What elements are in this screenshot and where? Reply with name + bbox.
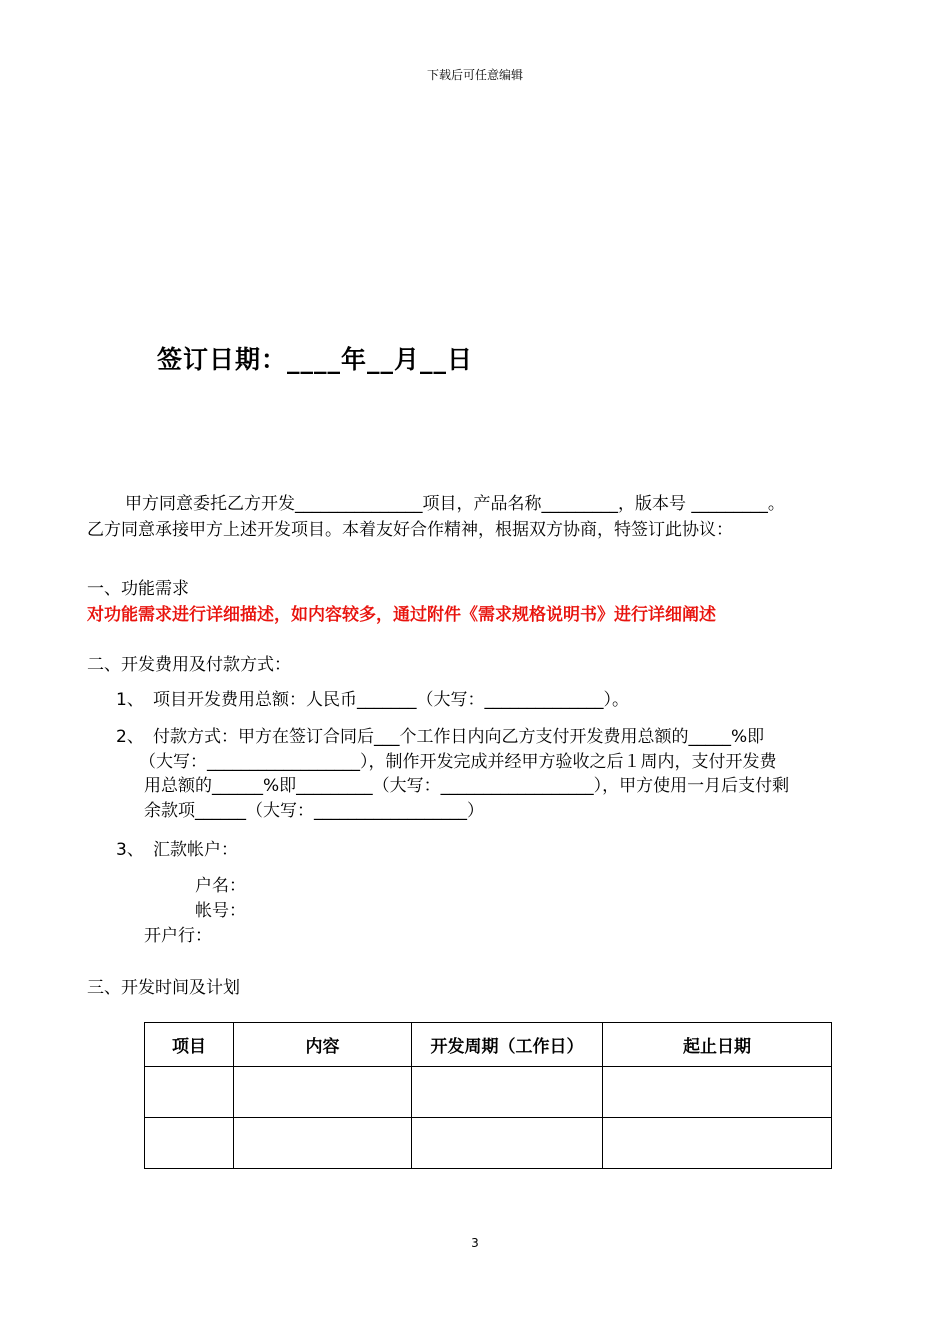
- header-cell-period: 开发周期（工作日）: [412, 1023, 603, 1067]
- header-cell-content: 内容: [234, 1023, 412, 1067]
- item-1-text: 项目开发费用总额：人民币_______（大写：______________）。: [153, 690, 629, 710]
- plan-table: [144, 1022, 832, 1169]
- section-1-title: 一、功能需求: [87, 579, 189, 599]
- table-row: [145, 1067, 832, 1118]
- section-3-title: 三、开发时间及计划: [87, 978, 240, 998]
- table-cell: [145, 1067, 234, 1118]
- table-header-row: [145, 1023, 832, 1067]
- header-cell-item: 项目: [145, 1023, 234, 1067]
- item-2-line-2: （大写：__________________），制作开发完成并经甲方验收之后１周内，支付开发费: [139, 752, 777, 772]
- table-cell: [412, 1118, 603, 1169]
- section-2-title: 二、开发费用及付款方式：: [87, 655, 291, 675]
- intro-line-1: 甲方同意委托乙方开发_______________项目，产品名称_________，版本号 _________。: [125, 494, 785, 514]
- item-2-line-4: 余款项______（大写：__________________）: [144, 801, 484, 821]
- item-3-number: 3、: [116, 840, 144, 860]
- table-row: [145, 1118, 832, 1169]
- item-2-number: 2、: [116, 727, 144, 747]
- account-number-label: 帐号：: [195, 901, 246, 921]
- table-cell: [234, 1118, 412, 1169]
- table-cell: [145, 1118, 234, 1169]
- page-header: 下载后可任意编辑: [426, 68, 523, 82]
- section-1-note: 对功能需求进行详细描述，如内容较多，通过附件《需求规格说明书》进行详细阐述: [87, 605, 716, 625]
- item-2-line-3: 用总额的______%即_________（大写：__________________），甲方使用一月后支付剩: [144, 776, 790, 796]
- table-cell: [412, 1067, 603, 1118]
- page-number: 3: [471, 1236, 479, 1250]
- account-bank-label: 开户行：: [144, 926, 212, 946]
- sign-date: 签订日期：____年__月__日: [157, 345, 474, 374]
- table-cell: [603, 1118, 832, 1169]
- header-cell-dates: 起止日期: [603, 1023, 832, 1067]
- item-2-line-1: 付款方式：甲方在签订合同后___个工作日内向乙方支付开发费用总额的_____%即: [153, 727, 765, 747]
- item-1-number: 1、: [116, 690, 144, 710]
- table-cell: [234, 1067, 412, 1118]
- intro-line-2: 乙方同意承接甲方上述开发项目。本着友好合作精神，根据双方协商，特签订此协议：: [87, 520, 733, 540]
- item-3-text: 汇款帐户：: [153, 840, 238, 860]
- table-cell: [603, 1067, 832, 1118]
- account-name-label: 户名：: [195, 876, 246, 896]
